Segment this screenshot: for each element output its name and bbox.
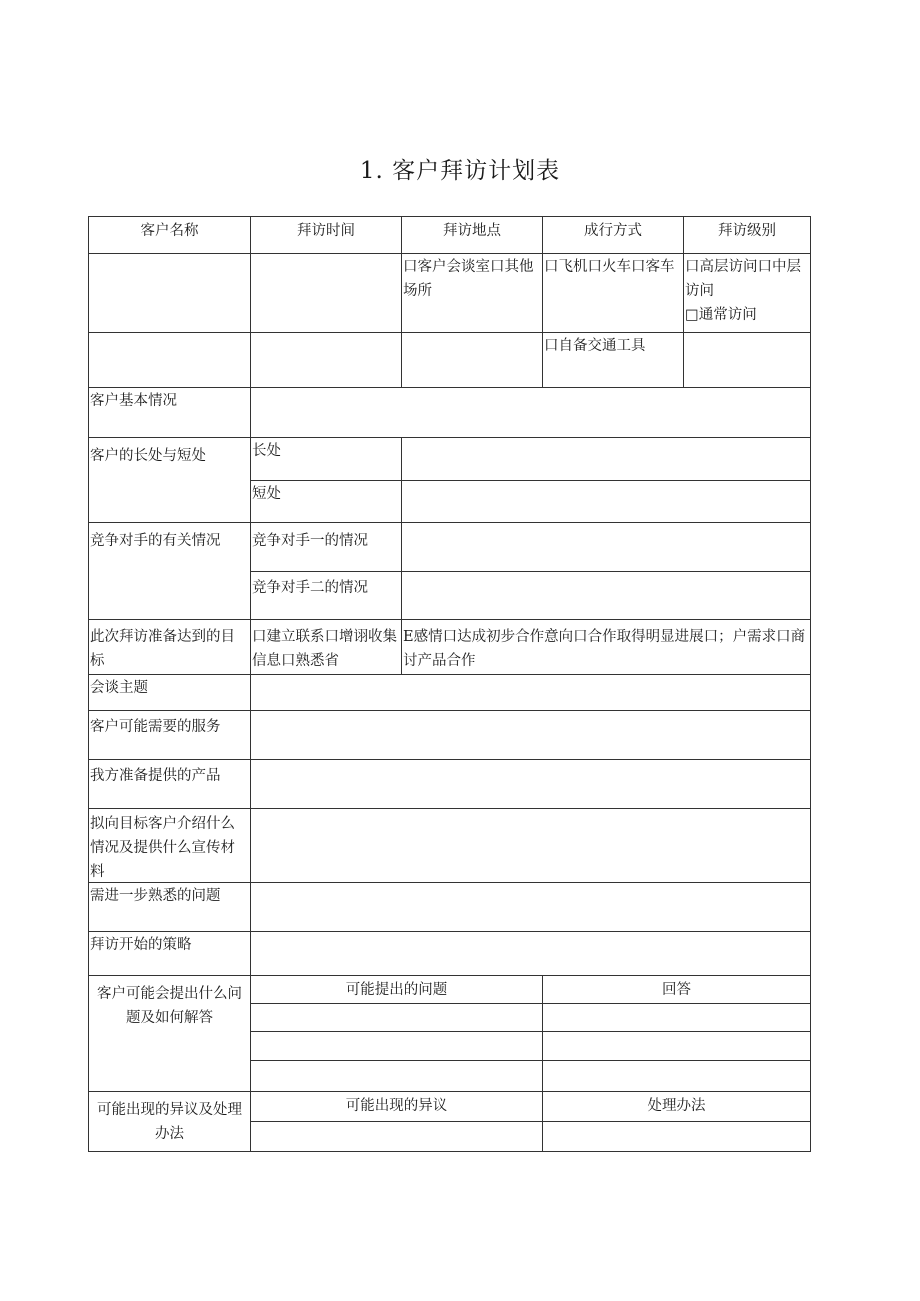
label-services: 客户可能需要的服务 (88, 710, 251, 760)
introduce-input[interactable] (250, 808, 811, 883)
label-strengths-weaknesses: 客户的长处与短处 (88, 437, 251, 523)
goal-options-2[interactable]: E感情口达成初步合作意向口合作取得明显进展口；户需求口商讨产品合作 (401, 619, 811, 675)
label-qa: 客户可能会提出什么问题及如何解答 (88, 975, 251, 1092)
label-visit-goal: 此次拜访准备达到的目标 (88, 619, 251, 675)
travel-options-2[interactable]: 口自备交通工具 (542, 332, 684, 388)
label-weaknesses: 短处 (250, 480, 402, 523)
strengths-input[interactable] (401, 437, 811, 481)
label-competitors: 竞争对手的有关情况 (88, 522, 251, 620)
page-title: 1. 客户拜访计划表 (359, 158, 561, 184)
travel-options-1[interactable]: 口飞机口火车口客车 (542, 253, 684, 333)
qa-answer-2[interactable] (542, 1031, 811, 1061)
label-introduce: 拟向目标客户介绍什么情况及提供什么宣传材料 (88, 808, 251, 883)
location-options[interactable]: 口客户会谈室口其他场所 (401, 253, 543, 333)
qa-header-question: 可能提出的问题 (250, 975, 543, 1004)
label-basic-info: 客户基本情况 (88, 387, 251, 438)
handling-header: 处理办法 (542, 1091, 811, 1122)
qa-answer-3[interactable] (542, 1060, 811, 1092)
header-visit-level: 拜访级别 (683, 216, 811, 254)
label-strategy: 拜访开始的策略 (88, 931, 251, 976)
visit-time-input[interactable] (250, 253, 402, 333)
qa-question-2[interactable] (250, 1031, 543, 1061)
visit-location-input-2[interactable] (401, 332, 543, 388)
further-questions-input[interactable] (250, 882, 811, 932)
weaknesses-input[interactable] (401, 480, 811, 523)
qa-answer-1[interactable] (542, 1003, 811, 1032)
visit-level-input-2[interactable] (683, 332, 811, 388)
handling-input-1[interactable] (542, 1121, 811, 1152)
header-visit-location: 拜访地点 (401, 216, 543, 254)
strategy-input[interactable] (250, 931, 811, 976)
label-competitor-2: 竞争对手二的情况 (250, 571, 402, 620)
label-strengths: 长处 (250, 437, 402, 481)
topic-input[interactable] (250, 674, 811, 711)
level-option-normal: □通常访问 (685, 307, 757, 323)
competitor-2-input[interactable] (401, 571, 811, 620)
level-options[interactable] (683, 253, 811, 333)
header-visit-time: 拜访时间 (250, 216, 402, 254)
competitor-1-input[interactable] (401, 522, 811, 572)
customer-name-input-2[interactable] (88, 332, 251, 388)
qa-header-answer: 回答 (542, 975, 811, 1004)
label-topic: 会谈主题 (88, 674, 251, 711)
label-products: 我方准备提供的产品 (88, 759, 251, 809)
visit-time-input-2[interactable] (250, 332, 402, 388)
visit-plan-form (88, 216, 811, 1152)
label-competitor-1: 竞争对手一的情况 (250, 522, 402, 572)
goal-options-1[interactable]: 口建立联系口增诩收集信息口熟悉省 (250, 619, 402, 675)
objection-header: 可能出现的异议 (250, 1091, 543, 1122)
qa-question-3[interactable] (250, 1060, 543, 1092)
label-objections: 可能出现的异议及处理办法 (88, 1091, 251, 1152)
objection-input-1[interactable] (250, 1121, 543, 1152)
products-input[interactable] (250, 759, 811, 809)
services-input[interactable] (250, 710, 811, 760)
header-travel-mode: 成行方式 (542, 216, 684, 254)
label-further-questions: 需进一步熟悉的问题 (88, 882, 251, 932)
basic-info-input[interactable] (250, 387, 811, 438)
header-customer-name: 客户名称 (88, 216, 251, 254)
customer-name-input[interactable] (88, 253, 251, 333)
level-option-high-mid: 口高层访问口中层访问 (685, 259, 801, 299)
qa-question-1[interactable] (250, 1003, 543, 1032)
